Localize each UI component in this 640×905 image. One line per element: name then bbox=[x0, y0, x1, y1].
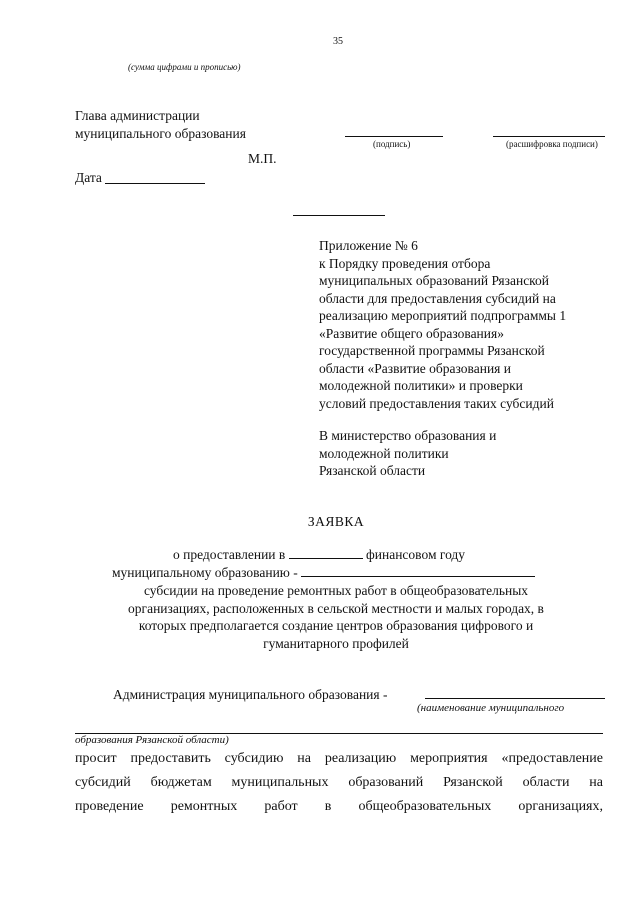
appendix-line: области для предоставления субсидий на bbox=[319, 290, 556, 306]
subtitle-rest-line: субсидии на проведение ремонтных работ в общеобразовательных bbox=[143, 583, 529, 598]
document-title: ЗАЯВКА bbox=[307, 514, 365, 529]
admin-caption-cont: образования Рязанской области) bbox=[75, 734, 229, 746]
signature-caption: (подпись) bbox=[373, 139, 411, 149]
admin-label: Администрация муниципального образования - bbox=[113, 687, 388, 702]
subtitle-rest bbox=[56, 582, 616, 652]
addressee-line: Рязанской области bbox=[319, 463, 426, 478]
appendix-line: условий предоставления таких субсидий bbox=[319, 395, 554, 411]
appendix-line: молодежной политики» и проверки bbox=[319, 378, 523, 393]
page-number: 35 bbox=[333, 36, 343, 47]
subtitle-rest-line: гуманитарного профилей bbox=[263, 635, 409, 651]
admin-caption: (наименование муниципального bbox=[417, 702, 565, 714]
subtitle-text-a: о предоставлении в bbox=[173, 547, 286, 562]
addressee-block bbox=[319, 427, 619, 480]
subtitle-text-municipality: муниципальному образованию - bbox=[112, 565, 298, 580]
subtitle-line2 bbox=[112, 564, 535, 582]
addressee-line: молодежной политики bbox=[319, 445, 449, 461]
appendix-line: муниципальных образований Рязанской bbox=[319, 273, 550, 288]
appendix-line: «Развитие общего образования» bbox=[319, 325, 504, 341]
subtitle-line1 bbox=[173, 546, 465, 564]
appendix-line: области «Развитие образования и bbox=[319, 360, 511, 376]
subtitle-rest-line: организациях, расположенных в сельской местности и малых городах, в bbox=[128, 600, 544, 616]
body-line: просит предоставить субсидию на реализацию мероприятия «предоставление bbox=[75, 751, 603, 766]
appendix-block bbox=[319, 237, 619, 412]
head-title-line1: Глава администрации bbox=[75, 108, 200, 123]
body-line: проведение ремонтных работ в общеобразовательных организациях, bbox=[75, 799, 603, 814]
subtitle-text-b: финансовом году bbox=[366, 547, 466, 562]
appendix-line: к Порядку проведения отбора bbox=[319, 255, 491, 271]
signature-line bbox=[345, 136, 443, 137]
body-text bbox=[75, 747, 603, 819]
appendix-line: реализацию мероприятий подпрограммы 1 bbox=[319, 308, 567, 323]
sum-hint: (сумма цифрами и прописью) bbox=[128, 62, 241, 72]
appendix-line: государственной программы Рязанской bbox=[319, 343, 545, 358]
decode-signature-caption: (расшифровка подписи) bbox=[506, 139, 598, 149]
decode-signature-line bbox=[493, 136, 605, 137]
year-blank bbox=[289, 546, 363, 559]
addressee-line: В министерство образования и bbox=[319, 428, 497, 443]
head-title-line2: муниципального образования bbox=[75, 126, 246, 141]
separator-line bbox=[293, 215, 385, 216]
admin-name-line bbox=[425, 698, 605, 699]
stamp-mark: М.П. bbox=[248, 151, 277, 166]
municipality-blank bbox=[301, 564, 535, 577]
body-line: субсидий бюджетам муниципальных образований Рязанской области на bbox=[75, 775, 603, 790]
date-line bbox=[105, 183, 205, 184]
subtitle-rest-line: которых предполагается создание центров образования цифрового и bbox=[138, 618, 534, 633]
date-label: Дата bbox=[75, 170, 102, 185]
appendix-line: Приложение № 6 bbox=[319, 238, 418, 253]
